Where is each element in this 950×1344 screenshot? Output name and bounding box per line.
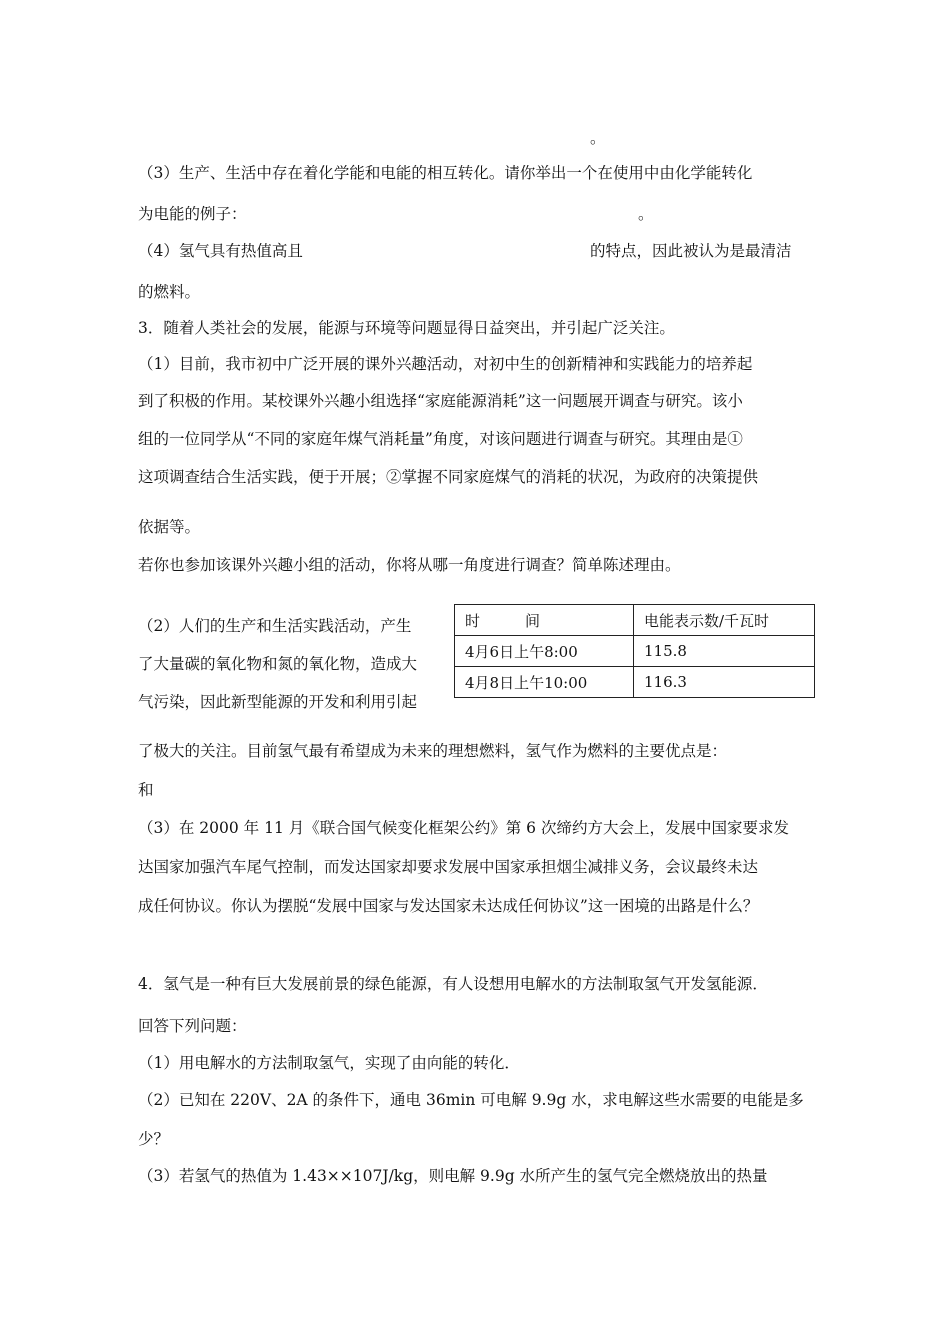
q3-intro: 3．随着人类社会的发展，能源与环境等问题显得日益突出，并引起广泛关注。: [138, 319, 675, 337]
energy-meter-table: [454, 604, 815, 698]
q3-part3-line3: 成任何协议。你认为摆脱“发展中国家与发达国家未达成任何协议”这一困境的出路是什么？: [138, 897, 759, 915]
q3-part1-line1: （1）目前，我市初中广泛开展的课外兴趣活动，对初中生的创新精神和实践能力的培养起: [138, 355, 753, 373]
q2-part4-line1: （4）氢气具有热值高且: [138, 242, 303, 260]
table-header-time: 时 间: [455, 605, 634, 636]
q2-part3-line1: （3）生产、生活中存在着化学能和电能的相互转化。请你举出一个在使用中由化学能转化: [138, 164, 753, 182]
q3-part2-line2: 了大量碳的氧化物和氮的氧化物，造成大: [138, 655, 418, 673]
q2-part3-line2: 为电能的例子：: [138, 205, 247, 223]
q3-part3-line1: （3）在 2000 年 11 月《联合国气候变化框架公约》第 6 次缔约方大会上，发展中国家要求发: [138, 819, 789, 837]
q2-part4-line1-end: 的特点，因此被认为是最清洁: [590, 242, 792, 260]
q4-part2-line1: （2）已知在 220V、2A 的条件下，通电 36min 可电解 9.9g 水，求电解这些水需要的电能是多: [138, 1091, 804, 1109]
table-cell-time: 4月8日上午10:00: [455, 667, 634, 698]
q4-intro-line2: 回答下列问题：: [138, 1017, 247, 1035]
q3-part1-question: 若你也参加该课外兴趣小组的活动，你将从哪一角度进行调查？简单陈述理由。: [138, 556, 681, 574]
q3-part3-line2: 达国家加强汽车尾气控制，而发达国家却要求发展中国家承担烟尘减排义务，会议最终未达: [138, 858, 759, 876]
table-cell-time: 4月6日上午8:00: [455, 636, 634, 667]
q3-part1-line2: 到了积极的作用。某校课外兴趣小组选择“家庭能源消耗”这一问题展开调查与研究。该小: [138, 392, 743, 410]
table-cell-reading: 115.8: [634, 636, 815, 667]
q3-part2-line1: （2）人们的生产和生活实践活动，产生: [138, 617, 412, 635]
table-row: [455, 667, 815, 698]
q2-part4-line2: 的燃料。: [138, 283, 201, 301]
q4-part3-line1: （3）若氢气的热值为 1.43××107J/kg，则电解 9.9g 水所产生的氢气完全燃烧放出的热量: [138, 1167, 768, 1185]
q4-intro: 4．氢气是一种有巨大发展前景的绿色能源，有人设想用电解水的方法制取氢气开发氢能源．: [138, 975, 768, 993]
q3-part2-line5: 和: [138, 781, 154, 799]
q3-part2-line4: 了极大的关注。目前氢气最有希望成为未来的理想燃料，氢气作为燃料的主要优点是：: [138, 742, 728, 760]
table-header-reading: 电能表示数/千瓦时: [634, 605, 815, 636]
q4-part1: （1）用电解水的方法制取氢气，实现了由向能的转化．: [138, 1054, 520, 1072]
q2-part3-blank-end: 。: [638, 205, 654, 223]
q3-part1-line4: 这项调查结合生活实践，便于开展；②掌握不同家庭煤气的消耗的状况，为政府的决策提供: [138, 468, 759, 486]
q3-part1-line3: 组的一位同学从“不同的家庭年煤气消耗量”角度，对该问题进行调查与研究。其理由是①: [138, 430, 743, 448]
table-header-row: [455, 605, 815, 636]
q3-part2-line3: 气污染，因此新型能源的开发和利用引起: [138, 693, 418, 711]
table-cell-reading: 116.3: [634, 667, 815, 698]
q4-part2-line2: 少？: [138, 1130, 170, 1148]
trailing-period: 。: [590, 129, 606, 147]
q3-part1-line5: 依据等。: [138, 518, 201, 536]
table-row: [455, 636, 815, 667]
